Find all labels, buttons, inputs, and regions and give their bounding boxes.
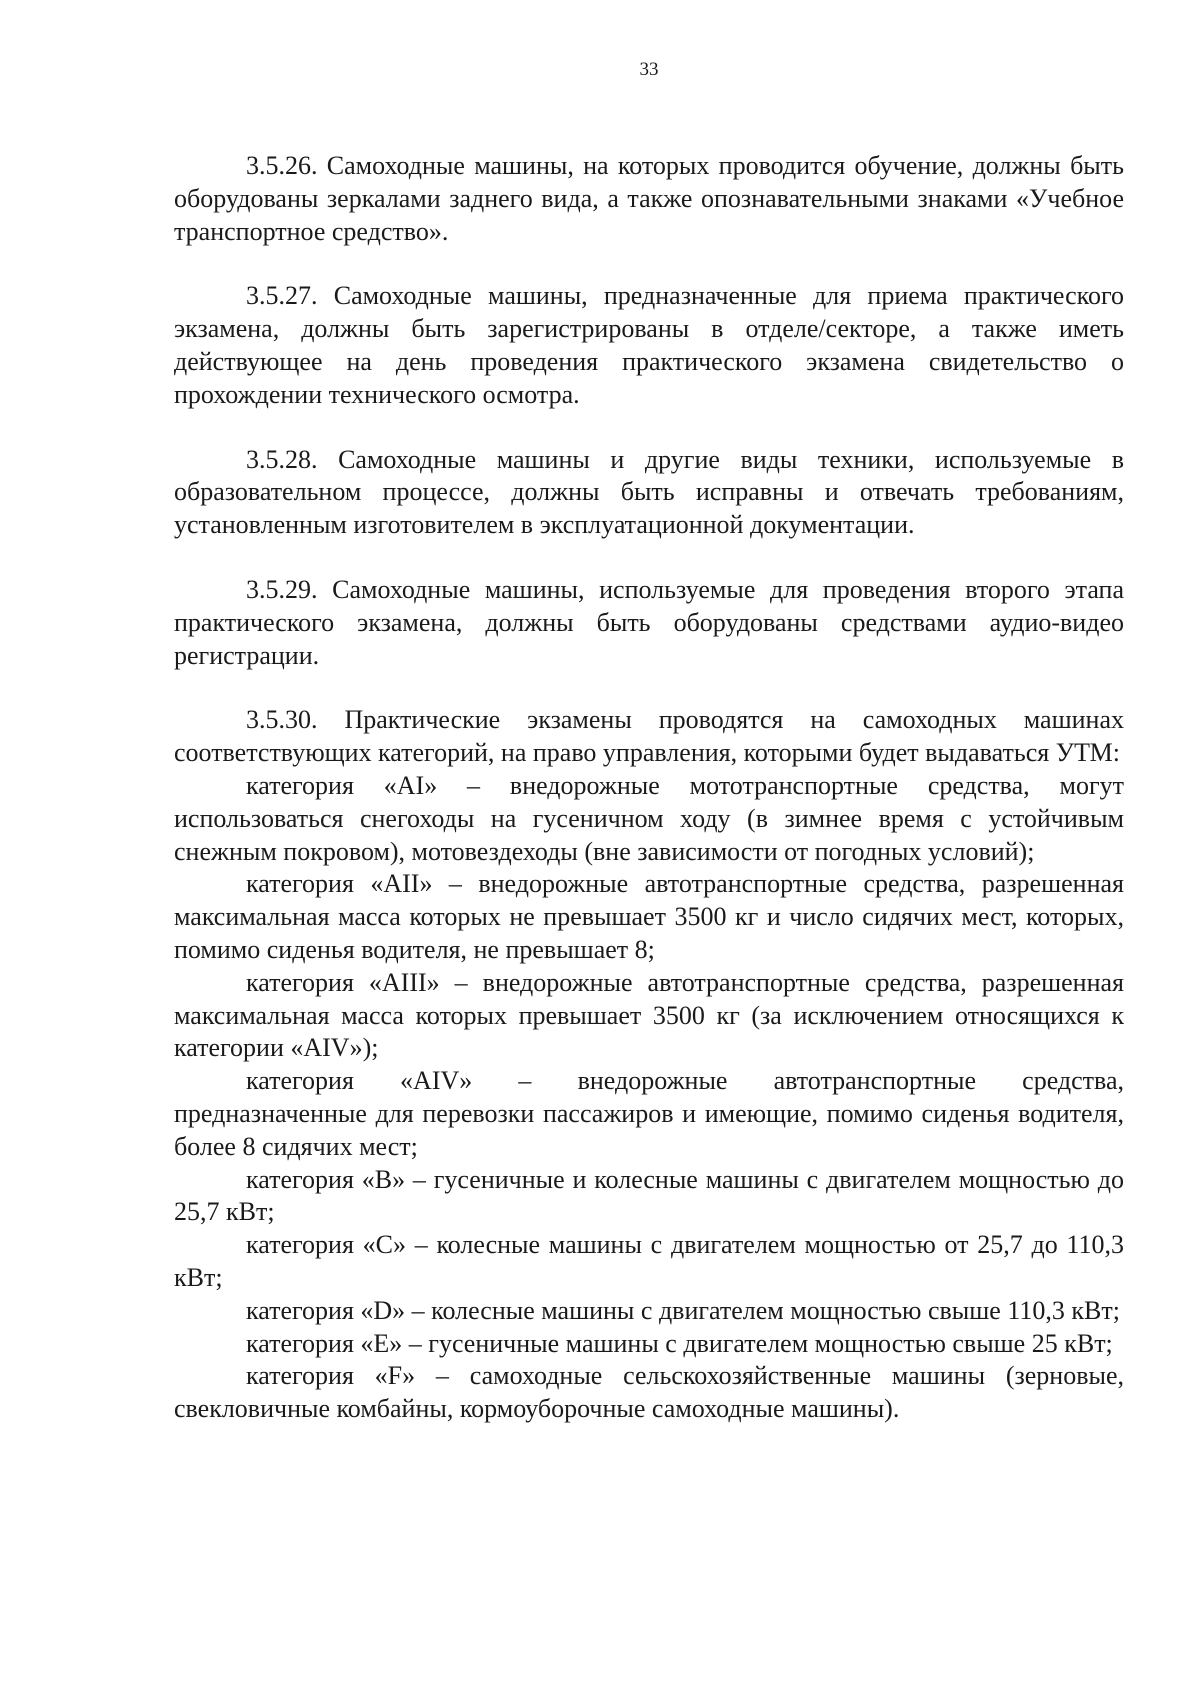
paragraph-3-5-29: 3.5.29. Самоходные машины, используемые для проведения второго этапа практического экзамена, должны быть оборудованы средствами аудио-видео регистрации. — [174, 574, 1124, 670]
paragraph-3-5-28: 3.5.28. Самоходные машины и другие виды техники, используемые в образовательном процессе, должны быть исправны и отвечать требованиям, установленным изготовителем в эксплуатационной документации. — [174, 444, 1124, 540]
category-aii: категория «AII» – внедорожные автотранспортные средства, разрешенная максимальная масса которых не превышает 3500 кг и число сидячих мест, которых, помимо сиденья водителя, не превышает 8; — [174, 869, 1124, 964]
category-ai: категория «AI» – внедорожные мототранспортные средства, могут использоваться снегоходы на гусеничном ходу (в зимнее время с устойчивым снежным покровом), мотовездеходы (вне зависимости от погодных условий); — [174, 770, 1124, 866]
paragraph-3-5-30: 3.5.30. Практические экзамены проводятся на самоходных машинах соответствующих категорий, на право управления, которыми будет выдаваться УТМ: — [174, 705, 1124, 768]
document-body — [174, 150, 1124, 1426]
document-page — [174, 0, 1124, 1697]
category-e: категория «E» – гусеничные машины с двигателем мощностью свыше 25 кВт; — [246, 1328, 1113, 1358]
category-b: категория «B» – гусеничные и колесные машины с двигателем мощностью до 25,7 кВт; — [174, 1164, 1124, 1227]
category-aiii: категория «AIII» – внедорожные автотранспортные средства, разрешенная максимальная масса которых превышает 3500 кг (за исключением относящихся к категории «AIV»); — [174, 967, 1124, 1063]
page-number: 33 — [639, 59, 659, 80]
category-f: категория «F» – самоходные сельскохозяйственные машины (зерновые, свекловичные комбайны, кормоуборочные самоходные машины). — [174, 1361, 1124, 1424]
category-aiv: категория «AIV» – внедорожные автотранспортные средства, предназначенные для перевозки пассажиров и имеющие, помимо сиденья водителя, более 8 сидячих мест; — [174, 1066, 1124, 1161]
paragraph-3-5-26: 3.5.26. Самоходные машины, на которых проводится обучение, должны быть оборудованы зеркалами заднего вида, а также опознавательными знаками «Учебное транспортное средство». — [174, 151, 1124, 246]
category-d: категория «D» – колесные машины с двигателем мощностью свыше 110,3 кВт; — [246, 1295, 1120, 1325]
paragraph-3-5-27: 3.5.27. Самоходные машины, предназначенные для приема практического экзамена, должны быть зарегистрированы в отделе/секторе, а также иметь действующее на день проведения практического экзамена свидетельство о прохождении технического осмотра. — [174, 281, 1124, 409]
category-c: категория «C» – колесные машины с двигателем мощностью от 25,7 до 110,3 кВт; — [174, 1230, 1124, 1292]
category-list — [174, 770, 1124, 1426]
